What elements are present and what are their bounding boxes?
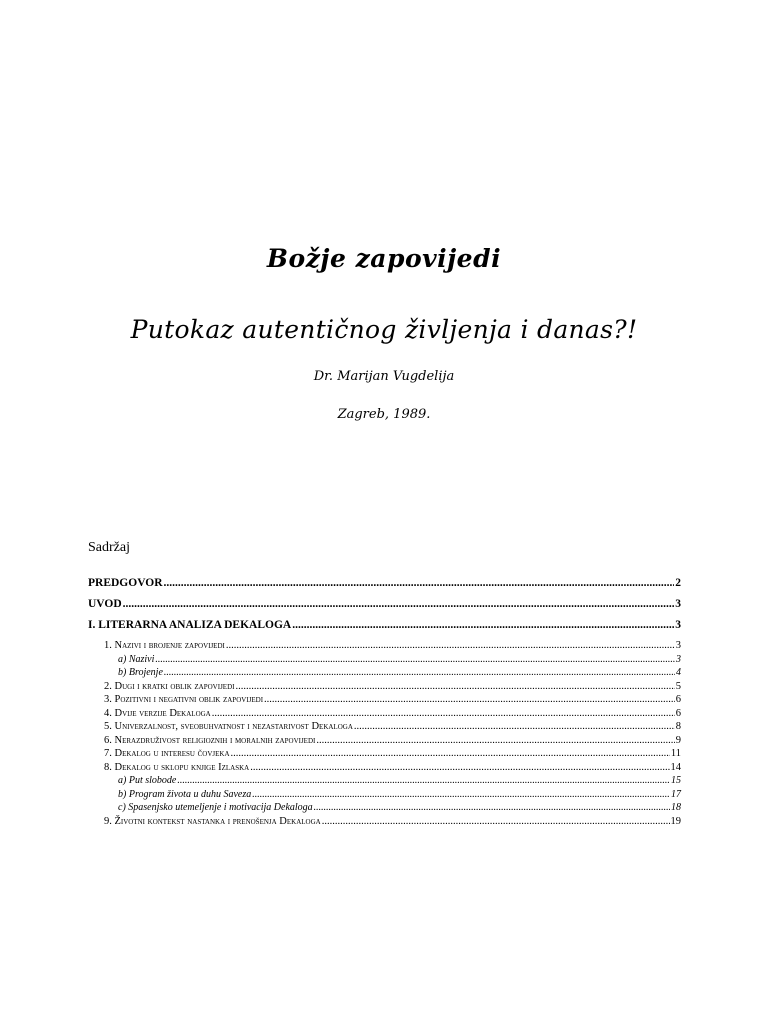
toc-entry-page: 14 <box>670 761 681 773</box>
toc-leader-dots <box>164 577 675 589</box>
toc-entry[interactable] <box>88 762 681 776</box>
toc-entry-page: 17 <box>671 788 681 800</box>
table-of-contents <box>88 577 681 829</box>
toc-entry-page: 2 <box>675 577 681 589</box>
toc-entry-label: 3. Pozitivni i negativni oblik zapovijedi <box>104 694 264 705</box>
toc-entry[interactable] <box>88 721 681 735</box>
toc-entry[interactable] <box>88 708 681 722</box>
toc-entry-page: 18 <box>671 802 681 813</box>
toc-entry-page: 8 <box>675 721 681 732</box>
toc-entry-label: 2. Dugi i kratki oblik zapovijedi <box>104 680 235 692</box>
toc-leader-dots <box>252 789 670 800</box>
toc-leader-dots <box>354 721 675 732</box>
toc-leader-dots <box>292 619 674 631</box>
toc-entry-page: 3 <box>675 619 681 631</box>
toc-entry-label: c) Spasenjsko utemeljenje i motivacija Dekaloga <box>118 802 313 813</box>
toc-entry-page: 9 <box>675 734 681 746</box>
toc-leader-dots <box>235 681 674 692</box>
toc-entry[interactable] <box>88 694 681 708</box>
toc-entry-page: 6 <box>675 694 681 705</box>
toc-leader-dots <box>322 816 670 827</box>
toc-entry[interactable] <box>88 775 681 789</box>
toc-entry[interactable] <box>88 654 681 668</box>
toc-entry-page: 4 <box>676 667 681 678</box>
toc-leader-dots <box>226 640 675 651</box>
toc-entry-label: a) Nazivi <box>118 653 155 665</box>
toc-entry-label: 7. Dekalog u interesu čovjeka <box>104 748 230 759</box>
toc-leader-dots <box>264 694 675 705</box>
toc-leader-dots <box>314 802 670 813</box>
toc-entry-page: 11 <box>670 748 681 759</box>
toc-entry[interactable] <box>88 802 681 816</box>
toc-entry-label: PREDGOVOR <box>88 577 163 589</box>
toc-entry-label: 8. Dekalog u sklopu knjige Izlaska <box>104 761 250 773</box>
toc-heading: Sadržaj <box>88 540 130 555</box>
toc-leader-dots <box>212 708 675 719</box>
author-name: Dr. Marijan Vugdelija <box>313 369 455 384</box>
toc-leader-dots <box>250 762 669 773</box>
toc-entry-page: 19 <box>670 815 681 827</box>
toc-leader-dots <box>177 775 670 786</box>
toc-leader-dots <box>155 654 675 665</box>
toc-entry-label: 5. Univerzalnost, sveobuhvatnost i nezastarivost Dekaloga <box>104 721 353 732</box>
toc-entry[interactable] <box>88 789 681 803</box>
toc-leader-dots <box>123 598 675 610</box>
toc-entry-page: 6 <box>675 707 681 719</box>
toc-entry-label: 1. Nazivi i brojenje zapovijedi <box>104 640 225 651</box>
toc-entry[interactable] <box>88 667 681 681</box>
toc-entry[interactable] <box>88 681 681 695</box>
toc-entry[interactable] <box>88 598 681 619</box>
toc-entry-page: 15 <box>671 775 681 786</box>
toc-leader-dots <box>231 748 670 759</box>
toc-leader-dots <box>316 735 674 746</box>
toc-entry-label: 4. Dvije verzije Dekaloga <box>104 707 211 719</box>
toc-entry[interactable] <box>88 640 681 654</box>
document-subtitle: Putokaz autentičnog življenja i danas?! <box>130 315 638 344</box>
toc-entry[interactable] <box>88 735 681 749</box>
toc-entry-label: UVOD <box>88 598 122 610</box>
toc-entry[interactable] <box>88 619 681 640</box>
toc-leader-dots <box>164 667 675 678</box>
toc-entry-label: 6. Nerazdruživost religioznih i moralnih zapovijedi <box>104 734 316 746</box>
toc-entry-page: 3 <box>675 640 681 651</box>
toc-entry-label: 9. Životni kontekst nastanka i prenošenja Dekaloga <box>104 815 321 827</box>
toc-entry-page: 3 <box>675 598 681 610</box>
toc-entry-page: 3 <box>676 653 681 665</box>
place-and-year: Zagreb, 1989. <box>337 407 431 422</box>
toc-entry-label: b) Brojenje <box>118 667 163 678</box>
toc-entry-label: I. LITERARNA ANALIZA DEKALOGA <box>88 619 292 631</box>
document-title: Božje zapovijedi <box>266 244 502 273</box>
toc-entry-label: b) Program života u duhu Saveza <box>118 788 252 800</box>
toc-entry[interactable] <box>88 748 681 762</box>
toc-entry-label: a) Put slobode <box>118 775 177 786</box>
toc-entry[interactable] <box>88 577 681 598</box>
toc-entry[interactable] <box>88 816 681 830</box>
toc-entry-page: 5 <box>675 680 681 692</box>
